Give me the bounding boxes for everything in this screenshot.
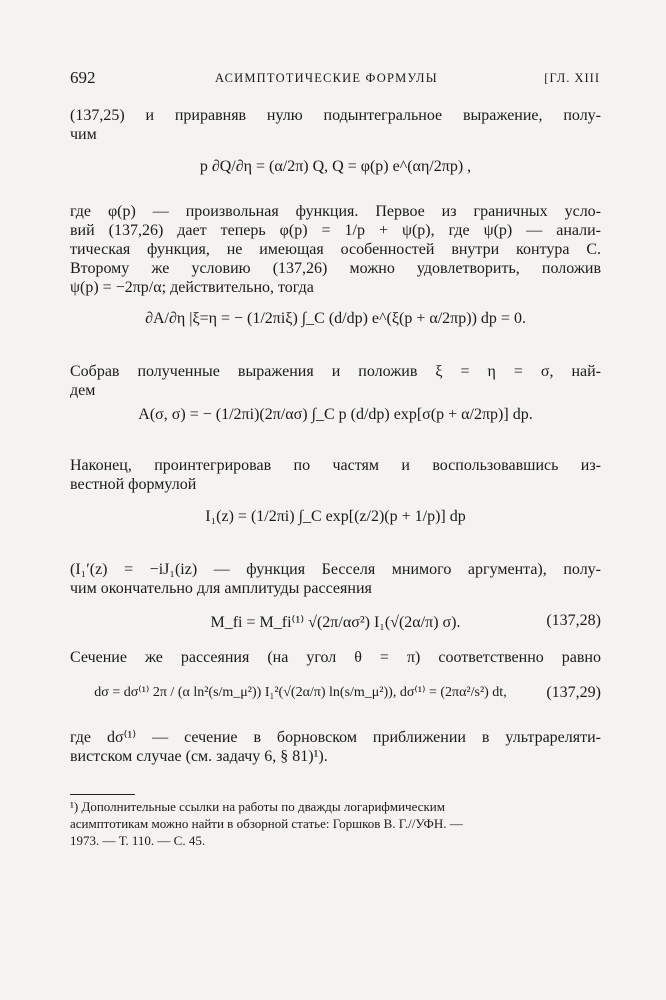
equation-5 bbox=[70, 612, 601, 632]
paragraph-4 bbox=[70, 456, 601, 494]
paragraph-6 bbox=[70, 648, 601, 667]
equation-4 bbox=[70, 508, 601, 526]
text-line: Наконец, проинтегрировав по частям и воспользовавшись из- bbox=[70, 457, 601, 474]
equation-text: dσ = dσ⁽¹⁾ 2π / (α ln²(s/m_μ²)) I₁²(√(2α/π) ln(s/m_μ²)), dσ⁽¹⁾ = (2πα²/s²) dt, bbox=[94, 685, 507, 700]
text-line: Собрав полученные выражения и положив ξ = η = σ, най- bbox=[70, 363, 601, 380]
paragraph-7 bbox=[70, 728, 601, 766]
equation-number: (137,29) bbox=[546, 684, 601, 701]
text-line: вий (137,26) дает теперь φ(p) = 1/p + ψ(p), где ψ(p) — анали- bbox=[70, 222, 601, 239]
equation-text: I₁(z) = (1/2πi) ∫_C exp[(z/2)(p + 1/p)] dp bbox=[205, 508, 466, 525]
equation-6 bbox=[70, 684, 601, 701]
paragraph-5 bbox=[70, 560, 601, 598]
page-number: 692 bbox=[70, 68, 96, 87]
text-line: где dσ⁽¹⁾ — сечение в борновском приближении в ультрареляти- bbox=[70, 729, 601, 746]
text-line: вистском случае (см. задачу 6, § 81)¹). bbox=[70, 748, 328, 765]
text-line: чим окончательно для амплитуды рассеяния bbox=[70, 580, 372, 597]
page-header bbox=[70, 68, 600, 90]
footnote bbox=[70, 798, 601, 849]
text-line: Второму же условию (137,26) можно удовлетворить, положив bbox=[70, 260, 601, 277]
text-line: дем bbox=[70, 382, 96, 399]
text-line: ψ(p) = −2πp/α; действительно, тогда bbox=[70, 279, 314, 296]
running-head: АСИМПТОТИЧЕСКИЕ ФОРМУЛЫ bbox=[215, 71, 438, 85]
chapter-label: [ГЛ. XIII bbox=[544, 71, 600, 85]
equation-text: M_fi = M_fi⁽¹⁾ √(2π/ασ²) I₁(√(2α/π) σ). bbox=[210, 614, 461, 631]
text-line: вестной формулой bbox=[70, 476, 197, 493]
footnote-line: асимптотикам можно найти в обзорной статье: Горшков В. Г.//УФН. — bbox=[70, 816, 463, 831]
text-line: где φ(p) — произвольная функция. Первое из граничных усло- bbox=[70, 203, 601, 220]
footnote-divider bbox=[70, 794, 135, 795]
footnote-line: ¹) Дополнительные ссылки на работы по дважды логарифмическим bbox=[70, 799, 445, 814]
text-line: тическая функция, не имеющая особенностей внутри контура C. bbox=[70, 241, 601, 258]
equation-1 bbox=[70, 158, 601, 176]
text-line: Сечение же рассеяния (на угол θ = π) соответственно равно bbox=[70, 649, 601, 666]
equation-number: (137,28) bbox=[546, 612, 601, 629]
text-line: (137,25) и приравняв нулю подынтегральное выражение, полу- bbox=[70, 107, 601, 124]
paragraph-3 bbox=[70, 362, 601, 400]
equation-text: A(σ, σ) = − (1/2πi)(2π/ασ) ∫_C p (d/dp) exp[σ(p + α/2πp)] dp. bbox=[138, 406, 533, 423]
paragraph-1 bbox=[70, 106, 601, 144]
equation-text: ∂A/∂η |ξ=η = − (1/2πiξ) ∫_C (d/dp) e^(ξ(p + α/2πp)) dp = 0. bbox=[145, 310, 526, 327]
text-line: чим bbox=[70, 126, 97, 143]
equation-3 bbox=[70, 406, 601, 424]
text-line: (I₁′(z) = −iJ₁(iz) — функция Бесселя мнимого аргумента), полу- bbox=[70, 561, 601, 578]
equation-text: p ∂Q/∂η = (α/2π) Q, Q = φ(p) e^(αη/2πp) , bbox=[199, 158, 472, 175]
paragraph-2 bbox=[70, 202, 601, 297]
footnote-line: 1973. — Т. 110. — С. 45. bbox=[70, 833, 206, 848]
equation-2 bbox=[70, 310, 601, 328]
